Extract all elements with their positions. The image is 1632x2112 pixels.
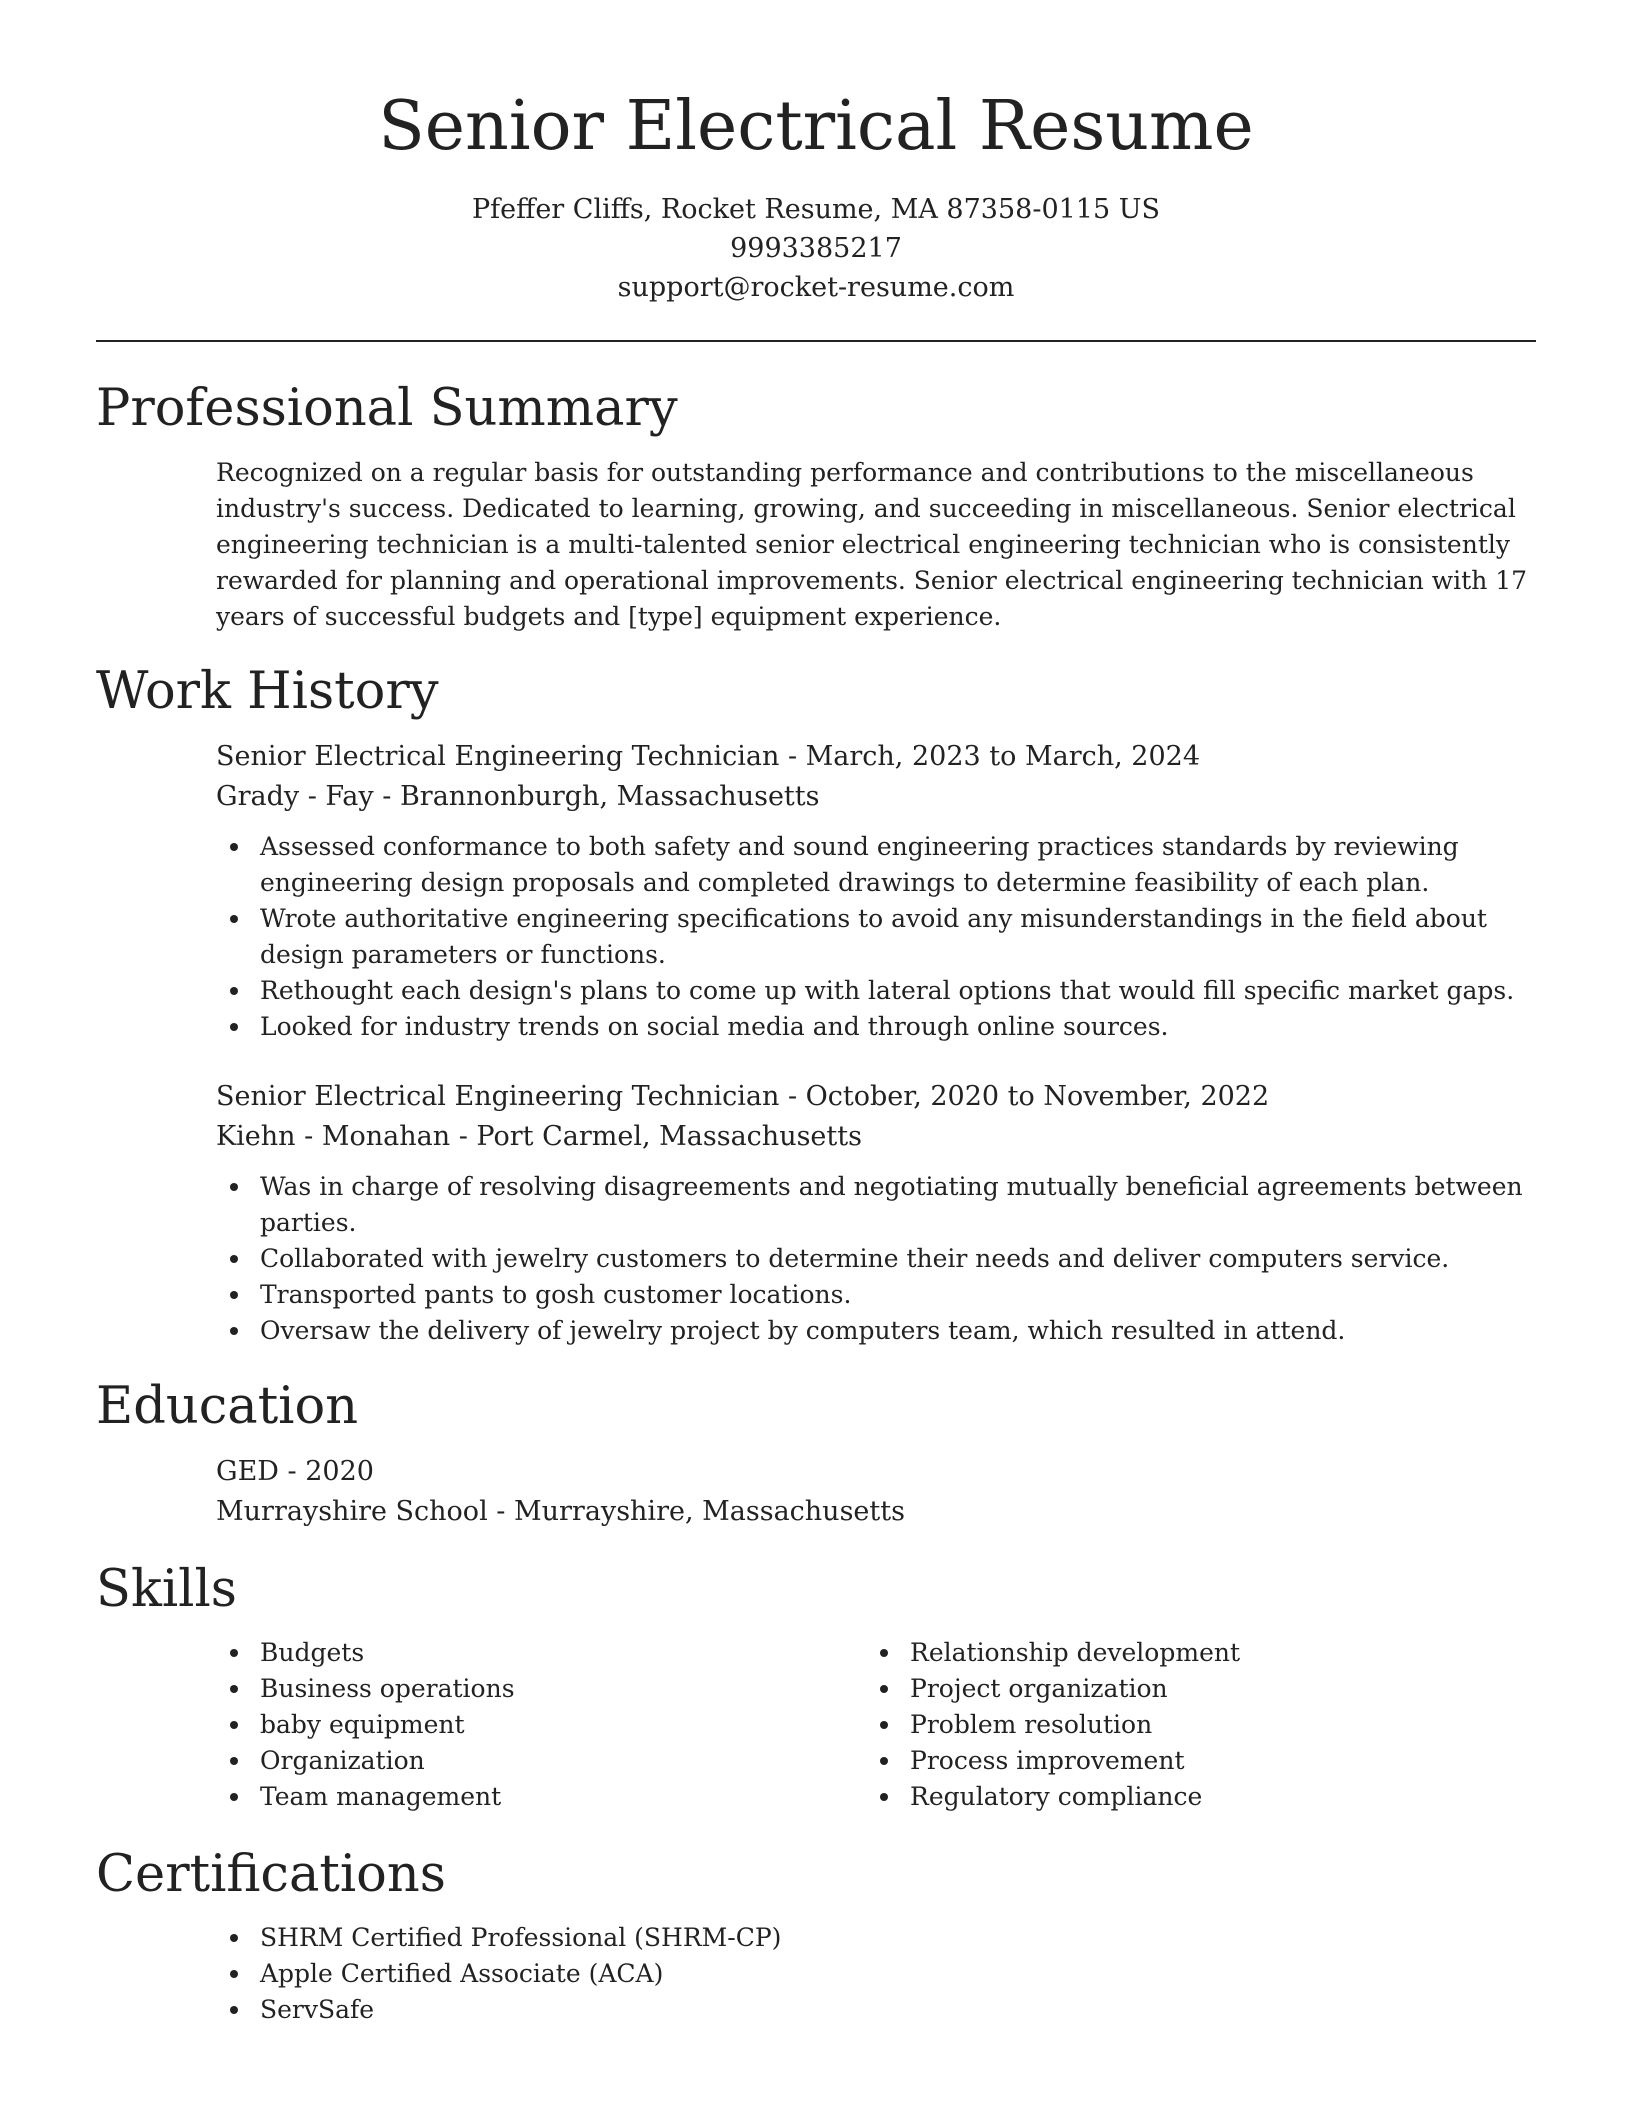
skill-item: Organization [216,1743,866,1779]
job-entry [216,737,1536,1045]
skill-item: Process improvement [866,1743,1516,1779]
skill-item: Relationship development [866,1635,1516,1671]
resume-title: Senior Electrical Resume [378,87,1254,166]
job-bullets [216,1169,1536,1349]
header-divider [96,340,1536,342]
skill-item: Project organization [866,1671,1516,1707]
job-bullet: Wrote authoritative engineering specifications to avoid any misunderstandings in the field about design parameters or functions. [216,901,1536,973]
work-history-heading: Work History [96,662,439,721]
certifications-heading: Certifications [96,1845,446,1904]
resume-header [0,0,1632,307]
job-bullet: Assessed conformance to both safety and sound engineering practices standards by reviewing engineering design proposals and completed drawings to determine feasibility of each plan. [216,829,1536,901]
job-bullet: Looked for industry trends on social media and through online sources. [216,1009,1536,1045]
contact-info [0,190,1632,307]
summary-text: Recognized on a regular basis for outstanding performance and contributions to the miscellaneous industry's success. Dedicated to learning, growing, and succeeding in miscellaneous. Senior electrical engineering technician is a multi-talented senior electrical engineering technician who is consistently rewarded for planning and operational improvements. Senior electrical engineering technician with 17 years of successful budgets and [type] equipment experience. [216,458,1528,631]
job-position: Senior Electrical Engineering Technician [216,1081,780,1112]
job-company-line [216,1117,1536,1157]
job-location: - Port Carmel, Massachusetts [450,1121,862,1152]
job-location: - Brannonburgh, Massachusetts [373,781,820,812]
skills-heading: Skills [96,1560,237,1619]
skills-columns [216,1635,1536,1815]
skill-item: Business operations [216,1671,866,1707]
job-dates: - March, 2023 to March, 2024 [779,741,1200,772]
skill-item: Team management [216,1779,866,1815]
skills-list-right [866,1635,1516,1815]
job-bullets [216,829,1536,1045]
job-bullet: Was in charge of resolving disagreements and negotiating mutually beneficial agreements between parties. [216,1169,1536,1241]
education-school: Murrayshire School [216,1496,488,1527]
certifications-list [216,1920,1536,2028]
education-school-line [216,1492,1536,1532]
job-position: Senior Electrical Engineering Technician [216,741,780,772]
job-dates: - October, 2020 to November, 2022 [779,1081,1270,1112]
job-bullet: Collaborated with jewelry customers to determine their needs and deliver computers service. [216,1241,1536,1277]
certification-item: Apple Certified Associate (ACA) [216,1956,1536,1992]
job-bullet: Oversaw the delivery of jewelry project by computers team, which resulted in attend. [216,1313,1536,1349]
email-address: support@rocket-resume.com [617,272,1015,303]
work-history-section [96,661,1536,1349]
education-heading: Education [96,1377,359,1436]
skills-list-left [216,1635,866,1815]
certifications-section [96,1844,1536,2028]
job-company: Kiehn - Monahan [216,1121,451,1152]
summary-section [96,378,1536,635]
job-entry [216,1077,1536,1349]
job-company-line [216,777,1536,817]
skill-item: baby equipment [216,1707,866,1743]
education-degree: GED - 2020 [216,1456,374,1487]
job-company: Grady - Fay [216,781,374,812]
education-location: - Murrayshire, Massachusetts [487,1496,905,1527]
job-title-line [216,737,1536,777]
skills-section [96,1559,1536,1815]
summary-heading: Professional Summary [96,379,678,438]
address: Pfeffer Cliffs, Rocket Resume, MA 87358-0115 US [472,194,1160,225]
education-section [96,1376,1536,1532]
skill-item: Regulatory compliance [866,1779,1516,1815]
job-bullet: Rethought each design's plans to come up with lateral options that would fill specific market gaps. [216,973,1536,1009]
skill-item: Budgets [216,1635,866,1671]
skill-item: Problem resolution [866,1707,1516,1743]
certification-item: ServSafe [216,1992,1536,2028]
certification-item: SHRM Certified Professional (SHRM-CP) [216,1920,1536,1956]
phone-number: 9993385217 [730,233,902,264]
job-title-line [216,1077,1536,1117]
job-bullet: Transported pants to gosh customer locations. [216,1277,1536,1313]
